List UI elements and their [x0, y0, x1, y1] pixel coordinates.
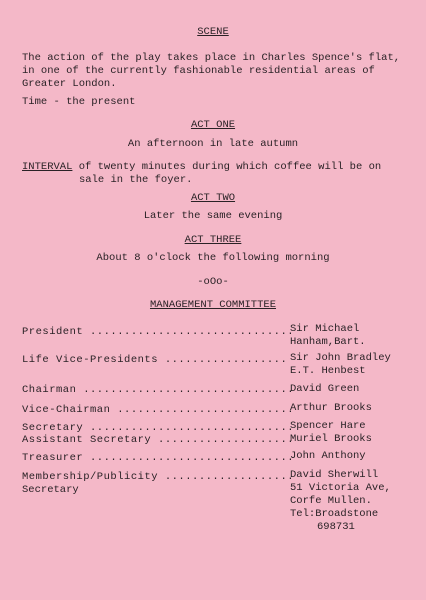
act-two-description: Later the same evening: [143, 210, 283, 222]
act-two-heading: ACT TWO: [190, 192, 236, 204]
scene-line-3: Greater London.: [22, 78, 117, 90]
scene-line-1: The action of the play takes place in Charles Spence's flat,: [22, 52, 401, 64]
act-three-description: About 8 o'clock the following morning: [96, 252, 330, 264]
membership-value-4: Tel:Broadstone: [290, 508, 379, 520]
scene-line-2: in one of the currently fashionable residential areas of: [22, 65, 375, 77]
assistant-secretary-value: Muriel Brooks: [290, 433, 372, 445]
membership-value-2: 51 Victoria Ave,: [290, 482, 391, 494]
chairman-value: David Green: [290, 383, 360, 395]
president-value-2: Hanham,Bart.: [290, 336, 366, 348]
scene-heading: SCENE: [197, 26, 229, 38]
vice-chairman-value: Arthur Brooks: [290, 402, 372, 414]
interval-line-1: [22, 161, 381, 174]
interval-text-1: of twenty minutes during which coffee will be on: [72, 161, 382, 173]
secretary-label: Secretary ..............................: [22, 422, 295, 434]
interval-label: INTERVAL: [22, 161, 73, 173]
membership-value-1: David Sherwill: [290, 469, 379, 481]
life-vp-label: Life Vice-Presidents ..................: [22, 354, 288, 366]
president-label: President ..............................: [22, 326, 295, 338]
president-value-1: Sir Michael: [290, 323, 360, 335]
act-three-heading: ACT THREE: [184, 234, 242, 246]
treasurer-value: John Anthony: [290, 450, 366, 462]
assistant-secretary-label: Assistant Secretary ....................: [22, 434, 295, 446]
scene-time: Time - the present: [22, 96, 136, 108]
membership-label-1: Membership/Publicity ...................: [22, 471, 295, 483]
membership-label-2: Secretary: [22, 484, 79, 496]
treasurer-label: Treasurer ..............................: [22, 452, 295, 464]
separator: -oOo-: [197, 276, 229, 288]
life-vp-value-2: E.T. Henbest: [290, 365, 366, 377]
secretary-value: Spencer Hare: [290, 420, 366, 432]
membership-value-3: Corfe Mullen.: [290, 495, 372, 507]
committee-heading: MANAGEMENT COMMITTEE: [149, 299, 277, 311]
act-one-heading: ACT ONE: [190, 119, 236, 131]
vice-chairman-label: Vice-Chairman ..........................: [22, 404, 295, 416]
membership-value-5: 698731: [317, 521, 355, 533]
act-one-description: An afternoon in late autumn: [127, 138, 299, 150]
chairman-label: Chairman ...............................: [22, 384, 295, 396]
interval-line-2: sale in the foyer.: [79, 174, 193, 186]
life-vp-value-1: Sir John Bradley: [290, 352, 391, 364]
